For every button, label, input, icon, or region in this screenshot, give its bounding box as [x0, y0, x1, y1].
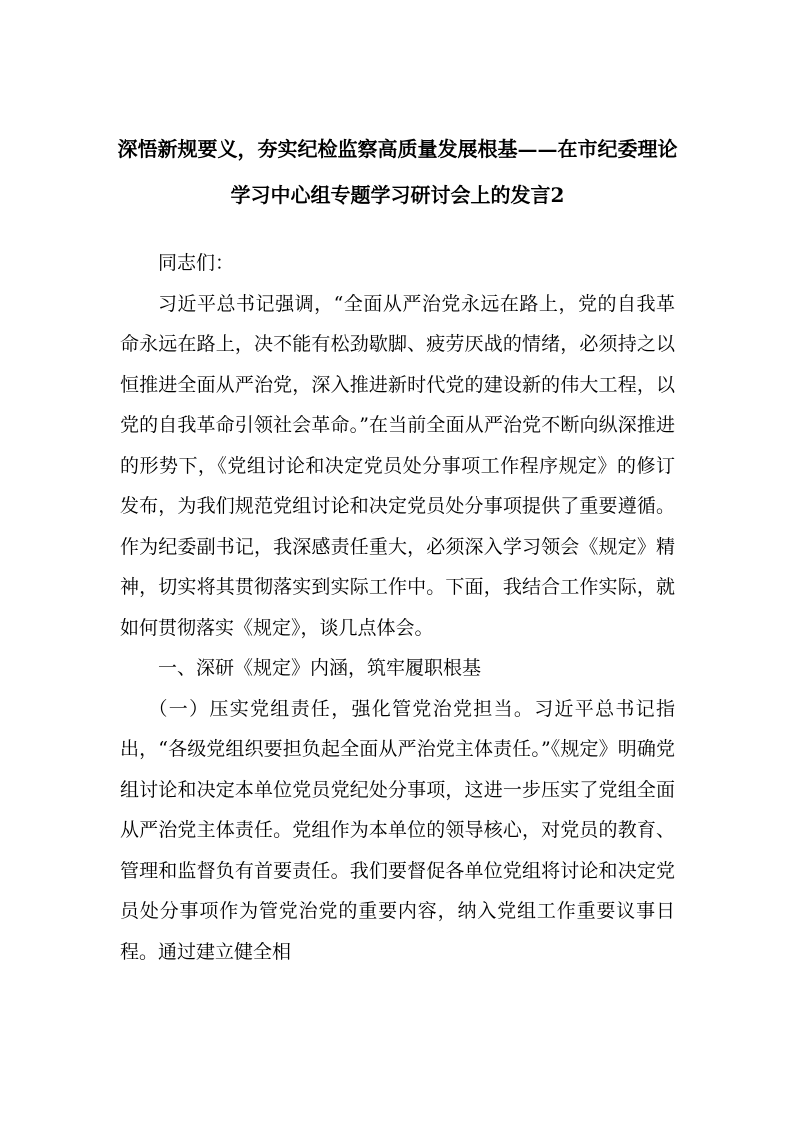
salutation: 同志们： [158, 252, 235, 274]
intro-paragraph: 习近平总书记强调，“全面从严治党永远在路上，党的自我革命永远在路上，决不能有松劲歇脚、疲劳厌战的情绪，必须持之以恒推进全面从严治党，深入推进新时代党的建设新的伟大工程，以党的自我革命引领社会革命。”在当前全面从严治党不断向纵深推进的形势下，《党组讨论和决定党员处分事项工作程序规定》的修订发布，为我们规范党组讨论和决定党员处分事项提供了重要遵循。作为纪委副书记，我深感责任重大，必须深入学习领会《规定》精神，切实将其贯彻落实到实际工作中。下面，我结合工作实际，就如何贯彻落实《规定》，谈几点体会。 [120, 292, 675, 639]
document-title: 深悟新规要义，夯实纪检监察高质量发展根基——在市纪委理论学习中心组专题学习研讨会上的发言2 [117, 137, 678, 207]
section-heading: 一、深研《规定》内涵，筑牢履职根基 [158, 657, 482, 679]
subsection-paragraph: （一）压实党组责任，强化管党治党担当。习近平总书记指出，“各级党组织要担负起全面从严治党主体责任。”《规定》明确党组讨论和决定本单位党员党纪处分事项，这进一步压实了党组全面从严治党主体责任。党组作为本单位的领导核心，对党员的教育、管理和监督负有首要责任。我们要督促各单位党组将讨论和决定党员处分事项作为管党治党的重要内容，纳入党组工作重要议事日程。通过建立健全相 [120, 697, 675, 963]
document-body [120, 243, 675, 972]
